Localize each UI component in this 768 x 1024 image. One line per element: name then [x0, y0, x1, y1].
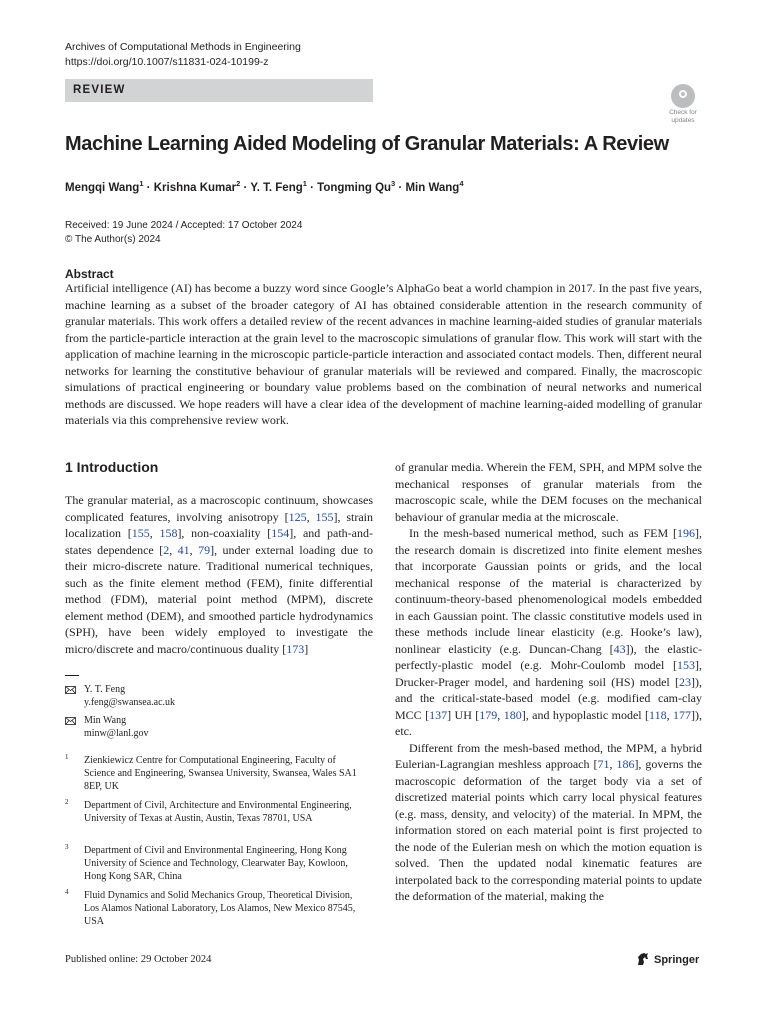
- paragraph: [395, 459, 702, 525]
- citation-link[interactable]: 118: [649, 707, 667, 722]
- paragraph-text: ], strain localization [: [65, 509, 373, 540]
- author-name[interactable]: Tongming Qu: [317, 181, 392, 194]
- author-list: Mengqi Wang$^1$ · Krishna Kumar$^2$ · Y. T. Feng$^1$ · Tongming $Qu^3$ · Min Wang$^4$: [65, 179, 464, 194]
- check-for-updates-badge[interactable]: [664, 84, 702, 124]
- journal-name: Archives of Computational Methods in Engineering: [65, 41, 301, 53]
- affiliation-number: 4: [65, 888, 69, 896]
- paragraph-text: ]), and the critical-state-based model (e.g. modified cam-clay MCC [: [395, 674, 702, 722]
- springer-wordmark: Springer: [654, 954, 700, 966]
- author-affiliation-marker[interactable]: 1: [302, 179, 307, 188]
- journal-header: [65, 40, 301, 70]
- citation-link[interactable]: 177: [673, 707, 692, 722]
- affiliation-text: Zienkiewicz Centre for Computational Engineering, Faculty of Science and Engineering, Swansea University, Swansea, Wales SA1 8EP, UK: [84, 755, 357, 792]
- paragraph-text: ], and path-and-states dependence [: [65, 526, 373, 557]
- article-dates: [65, 219, 302, 247]
- badge-line-2: updates: [671, 117, 695, 124]
- citation-link[interactable]: 158: [159, 526, 178, 540]
- citation-link[interactable]: 41: [177, 542, 190, 557]
- springer-horse-icon: [636, 952, 650, 966]
- author-name[interactable]: Min Wang: [405, 181, 460, 194]
- citation-link[interactable]: 186: [616, 757, 635, 771]
- paragraph: [65, 492, 373, 657]
- check-for-updates-icon: [671, 84, 695, 108]
- paragraph-text: ,: [306, 509, 316, 524]
- paragraph: [395, 740, 702, 905]
- paragraph-text: ], under external loading due to their micro-discrete nature. Traditional numerical techniques, such as the finite element method (FEM), finite differential method (FDM), material point method (MPM), discrete element method (DEM), and smoothed particle hydrodynamics (SPH), have been widely employed to investigate the micro/discrete and macro/continuous duality [: [65, 542, 373, 656]
- paragraph-text: ,: [497, 707, 504, 722]
- citation-link[interactable]: 173: [286, 641, 305, 656]
- footnote-rule: [65, 675, 79, 676]
- section-heading-introduction: 1 Introduction: [65, 459, 159, 475]
- citation-link[interactable]: 180: [503, 707, 522, 722]
- envelope-icon: [65, 686, 76, 694]
- published-online: Published online: 29 October 2024: [65, 954, 212, 965]
- correspondence-entry: [84, 683, 175, 709]
- paragraph-text: ], and hypoplastic model [: [521, 707, 650, 722]
- review-label: REVIEW: [65, 79, 373, 102]
- affiliation-number: 2: [65, 798, 69, 806]
- paragraph-text: ]), the elastic-perfectly-plastic model (e.g. Mohr-Coulomb model [: [395, 641, 702, 672]
- citation-link[interactable]: 155: [131, 526, 150, 540]
- springer-logo: [636, 952, 699, 966]
- paragraph-text: ,: [189, 542, 199, 557]
- affiliation-text: Department of Civil and Environmental Engineering, Hong Kong University of Science and Technology, Clearwater Bay, Kowloon, Hong Kong SAR, China: [84, 845, 348, 882]
- paragraph-text: The granular material, as a macroscopic continuum, showcases complicated features, involving anisotropy [: [65, 493, 373, 524]
- citation-link[interactable]: 125: [288, 509, 307, 524]
- citation-link[interactable]: 196: [677, 526, 695, 540]
- paragraph-text: ] UH [: [447, 707, 480, 722]
- citation-link[interactable]: 179: [479, 707, 498, 722]
- paragraph-text: ,: [169, 542, 178, 557]
- citation-link[interactable]: 137: [429, 707, 448, 722]
- citation-link[interactable]: 153: [677, 658, 695, 672]
- paragraph-text: ], Drucker-Prager model, and hardening soil (HS) model [: [395, 658, 702, 689]
- copyright: © The Author(s) 2024: [65, 234, 161, 245]
- citation-link[interactable]: 2: [163, 542, 170, 557]
- citation-link[interactable]: 154: [271, 526, 290, 540]
- author-affiliation-marker[interactable]: 4: [459, 179, 464, 188]
- paragraph-text: ]: [304, 641, 309, 656]
- paragraph-text: ], non-coaxiality [: [177, 526, 272, 540]
- correspondence-entry: [84, 714, 148, 740]
- corresponding-author-email[interactable]: minw@lanl.gov: [84, 728, 149, 739]
- citation-link[interactable]: 155: [315, 509, 334, 524]
- paragraph: [395, 525, 702, 740]
- citation-link[interactable]: 43: [613, 641, 626, 656]
- left-column: [65, 492, 373, 657]
- paragraph-text: In the mesh-based numerical method, such as FEM [: [409, 526, 677, 540]
- paragraph-text: ]), etc.: [395, 707, 703, 738]
- badge-line-1: Check for: [669, 109, 697, 116]
- paragraph-text: ,: [666, 707, 674, 722]
- author-name[interactable]: Mengqi Wang: [65, 181, 140, 194]
- paragraph-text: Different from the mesh-based method, the MPM, a hybrid Eulerian-Lagrangian meshless approach [: [395, 740, 702, 771]
- received-accepted: Received: 19 June 2024 / Accepted: 17 October 2024: [65, 220, 303, 231]
- paragraph-text: of granular media. Wherein the FEM, SPH, and MPM solve the mechanical responses of granular materials from the macroscopic scale, while the DEM focuses on the mechanical behaviour of granular media at the microscale.: [395, 460, 702, 524]
- affiliation-text: Fluid Dynamics and Solid Mechanics Group, Theoretical Division, Los Alamos National Laboratory, Los Alamos, New Mexico 87545, USA: [84, 890, 356, 927]
- citation-link[interactable]: 71: [597, 757, 610, 771]
- citation-link[interactable]: 79: [198, 542, 211, 557]
- corresponding-author-name: Y. T. Feng: [84, 684, 126, 695]
- citation-link[interactable]: 23: [679, 674, 691, 689]
- right-column: [395, 459, 702, 905]
- author-name[interactable]: Y. T. Feng: [250, 181, 303, 194]
- author-name[interactable]: Krishna Kumar: [153, 181, 237, 194]
- paragraph-text: ], the research domain is discretized into finite element meshes that incorporate Gaussian points or grids, and the local mechanical response of the material is characterized by continuum-theory-based phenomenological models embedded in each Gaussian point. The classic constitutive models used in these methods include linear elasticity (e.g. Hooke’s law), nonlinear elasticity (e.g. Duncan-Chang [: [395, 526, 702, 656]
- affiliation-number: 1: [65, 753, 69, 761]
- doi-link[interactable]: https://doi.org/10.1007/s11831-024-10199-z: [65, 56, 269, 68]
- abstract-heading: Abstract: [65, 267, 114, 281]
- affiliation-number: 3: [65, 843, 69, 851]
- envelope-icon: [65, 717, 76, 725]
- author-affiliation-marker[interactable]: 1: [139, 179, 144, 188]
- paragraph-text: ,: [149, 526, 160, 540]
- abstract-text: Artificial intelligence (AI) has become a buzzy word since Google’s AlphaGo beat a world champion in 2017. In the past five years, machine learning as a subset of the broader category of AI has obtained considerable attention in the research community of granular materials. This work offers a detailed review of the recent advances in machine learning-aided studies of granular materials from the particle-particle interaction at the grain level to the macroscopic simulations of granular flow. This work will start with the application of machine learning in the microscopic particle-particle interaction and associated contact models. Then, different neural networks for learning the constitutive behaviour of granular materials will be reviewed and compared. Finally, the macroscopic simulations of practical engineering or boundary value problems based on the combination of neural networks and numerical methods are discussed. We hope readers will have a clear idea of the development of machine learning-aided modelling of granular materials via this comprehensive review work.: [65, 281, 702, 427]
- author-affiliation-marker[interactable]: 3: [391, 179, 396, 188]
- paragraph-text: ,: [609, 757, 617, 771]
- paragraph-text: ], governs the macroscopic deformation of the target body via a set of discretized material points which carry local physical features (e.g. mass, density, and velocity) of the material. In MPM, the information stored on each material point is first projected to the node of the Eulerian mesh on which the motion equation is solved. Then the updated nodal kinematic features are interpolated back to the corresponding material points to update the deformation of the material, making the: [395, 757, 703, 903]
- paper-title: Machine Learning Aided Modeling of Granular Materials: A Review: [65, 133, 669, 155]
- affiliation-text: Department of Civil, Architecture and Environmental Engineering, University of Texas at Austin, Austin, Texas 78701, USA: [84, 800, 352, 824]
- corresponding-author-email[interactable]: y.feng@swansea.ac.uk: [84, 697, 176, 708]
- author-affiliation-marker[interactable]: 2: [236, 179, 241, 188]
- corresponding-author-name: Min Wang: [84, 715, 127, 726]
